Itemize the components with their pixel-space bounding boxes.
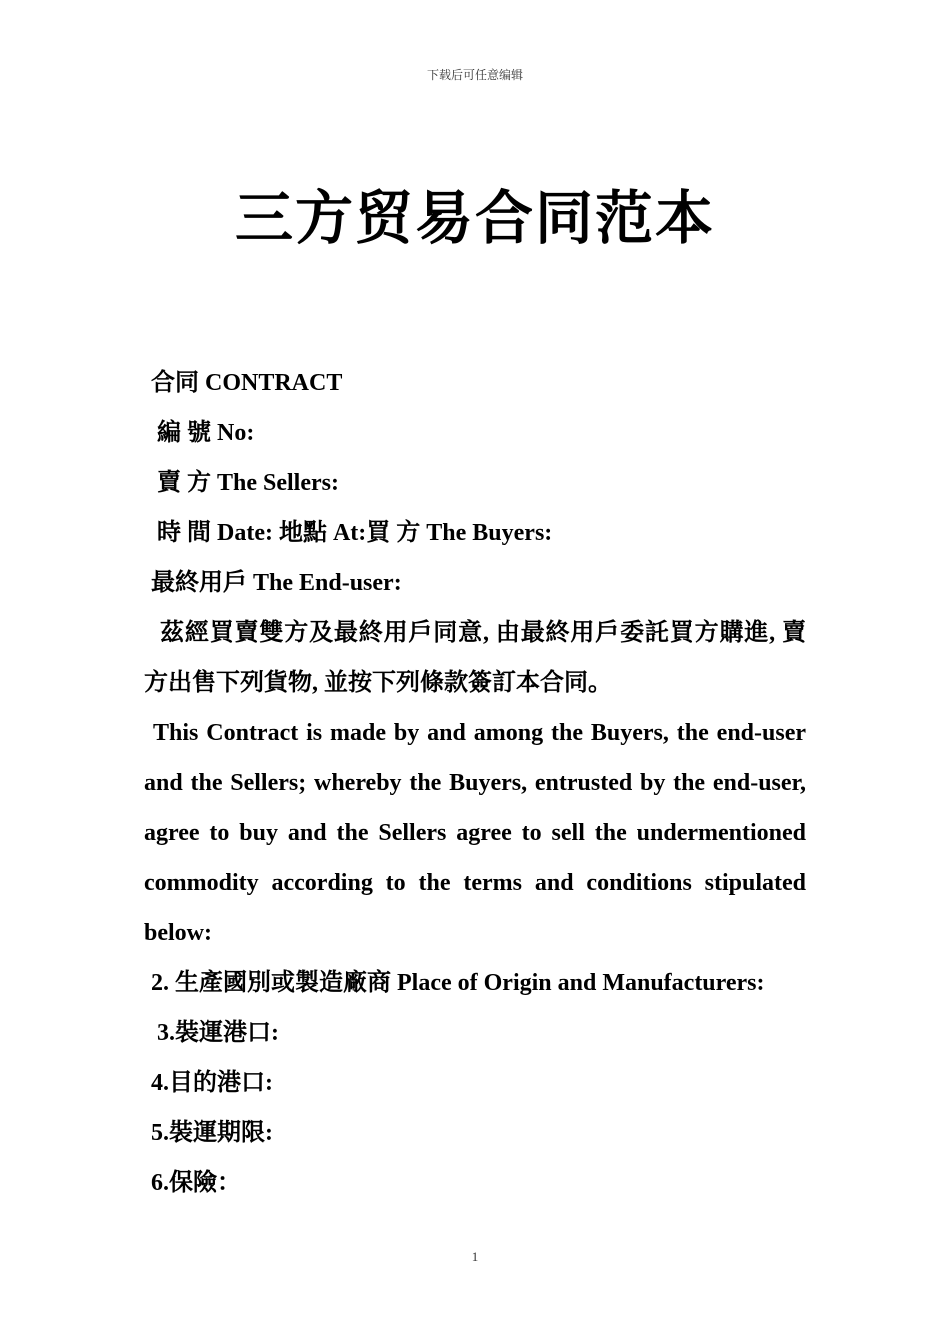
clause-5-time-of-shipment: 5.裝運期限: [151, 1120, 273, 1146]
clause-3-port-of-shipment: 3.裝運港口: [157, 1020, 279, 1046]
header-note: 下载后可任意编辑 [426, 68, 523, 82]
document-title: 三方贸易合同范本 [234, 184, 715, 252]
contract-number-line: 編 號 No: [157, 420, 255, 446]
preamble-english: This Contract is made by and among the Buyers, the end-user and the Sellers; whereby the Buyers, entrusted by the end-user, agree to buy and the Sellers agree to sell the undermentioned commodity according to the terms and conditions stipulated below: [144, 720, 806, 946]
contract-heading: 合同 CONTRACT [151, 370, 343, 396]
preamble-chinese: 茲經買賣雙方及最終用戶同意, 由最終用戶委託買方購進, 賣方出售下列貨物, 並按下列條款簽訂本合同。 [144, 620, 806, 696]
clause-2-origin: 2. 生產國別或製造廠商 Place of Origin and Manufacturers: [151, 970, 765, 996]
date-place-buyers-line: 時 間 Date: 地點 At:買 方 The Buyers: [157, 520, 553, 546]
clause-6-insurance: 6.保險： [151, 1170, 241, 1196]
document-body [144, 358, 806, 1208]
end-user-line: 最終用戶 The End-user: [151, 570, 402, 596]
sellers-line: 賣 方 The Sellers: [157, 470, 339, 496]
clause-4-port-of-destination: 4.目的港口: [151, 1070, 273, 1096]
page-number: 1 [471, 1249, 479, 1264]
